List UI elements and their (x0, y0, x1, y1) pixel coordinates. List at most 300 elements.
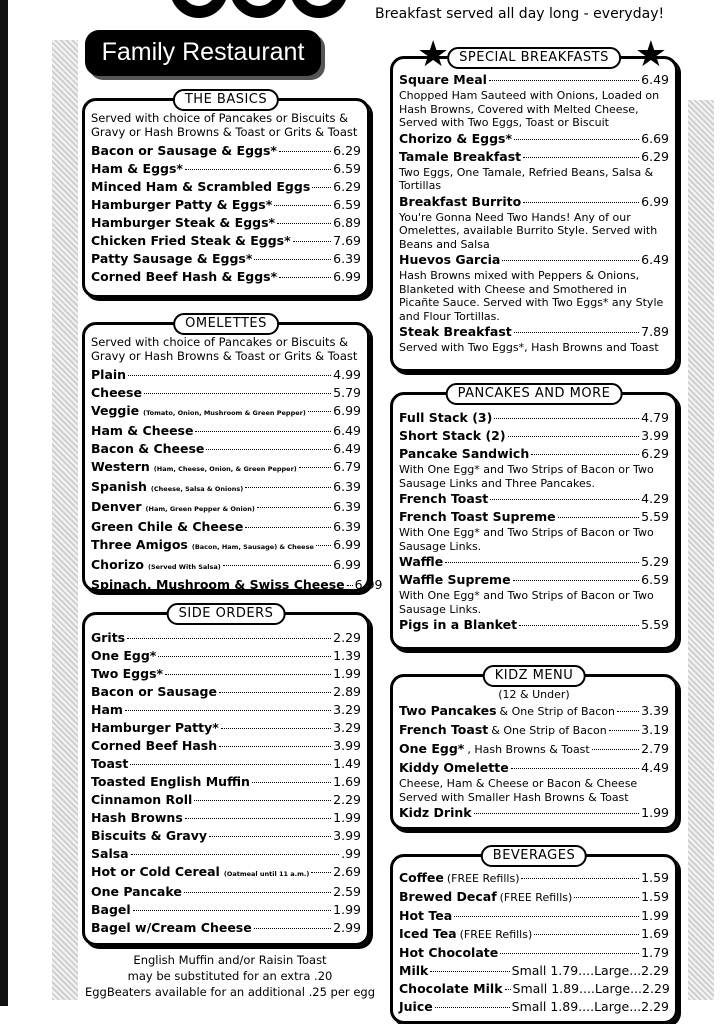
item-name: Grits (91, 630, 126, 645)
item-name: Toast (91, 756, 129, 771)
item-price: 1.59 (641, 870, 669, 885)
item-price: 1.99 (333, 902, 361, 917)
dot-leader (500, 953, 639, 954)
item-price: 1.99 (641, 805, 669, 820)
dot-leader (131, 854, 340, 855)
item-price: 5.79 (333, 385, 361, 400)
item-name: Waffle Supreme (399, 572, 511, 587)
item-name: Pigs in a Blanket (399, 617, 518, 632)
menu-item (399, 409, 669, 427)
item-price: 6.79 (333, 459, 361, 474)
item-name: Corned Beef Hash & Eggs* (91, 269, 278, 284)
dot-leader (531, 454, 639, 455)
item-price: 1.69 (641, 926, 669, 941)
item-name: Hash Browns (91, 810, 183, 825)
section-beverages (390, 848, 678, 1024)
menu-item (399, 962, 669, 980)
dot-leader (293, 241, 331, 242)
item-name: Three Amigos (91, 537, 188, 552)
menu-item (91, 196, 361, 214)
item-price: 4.49 (641, 760, 669, 775)
item-price: 2.89 (333, 684, 361, 699)
item-price: 6.49 (333, 441, 361, 456)
item-name: Corned Beef Hash (91, 738, 218, 753)
item-name: Chicken Fried Steak & Eggs* (91, 233, 291, 248)
item-name: Two Eggs* (91, 666, 164, 681)
dot-leader (519, 625, 639, 626)
menu-item (399, 508, 669, 526)
menu-item (91, 629, 361, 647)
item-price: 5.59 (641, 509, 669, 524)
item-price: 6.99 (333, 269, 361, 284)
item-name: Kidz Drink (399, 805, 472, 820)
item-price: 6.29 (641, 446, 669, 461)
dot-leader (558, 517, 640, 518)
dot-leader (505, 989, 511, 990)
item-ingredients: (Ham, Cheese, Onion, & Green Pepper) (153, 465, 297, 473)
item-name: Patty Sausage & Eggs* (91, 251, 253, 266)
dot-leader (514, 139, 639, 140)
item-ingredients: (Ham, Green Pepper & Onion) (145, 505, 255, 513)
menu-item (91, 701, 361, 719)
item-name: One Egg* (91, 648, 157, 663)
item-name: Brewed Decaf (399, 889, 497, 904)
item-name: Hamburger Patty & Eggs* (91, 197, 273, 212)
menu-item (91, 160, 361, 178)
section-note: Served with choice of Pancakes or Biscuits & Gravy or Hash Browns & Toast or Grits & Toast (91, 111, 358, 139)
item-name: Square Meal (399, 72, 487, 87)
menu-item (399, 251, 669, 269)
menu-item (91, 518, 361, 536)
item-price: 2.29 (333, 630, 361, 645)
item-name: Biscuits & Gravy (91, 828, 208, 843)
item-name: Ham & Eggs* (91, 161, 183, 176)
item-ingredients: (Cheese, Salsa & Onions) (150, 485, 244, 493)
dot-leader (165, 674, 331, 675)
item-name: Spanish (91, 479, 147, 494)
item-price: 1.99 (333, 666, 361, 681)
item-name: Veggie (91, 403, 140, 418)
menu-item (91, 402, 361, 422)
item-name: Iced Tea (399, 926, 457, 941)
item-price: 6.59 (333, 197, 361, 212)
menu-item (399, 445, 669, 463)
dot-leader (274, 205, 331, 206)
item-name: Spinach, Mushroom & Swiss Cheese (91, 577, 345, 592)
item-name: Ham & Cheese (91, 423, 194, 438)
menu-item (399, 998, 669, 1016)
menu-item (399, 907, 669, 925)
section-basics (82, 92, 370, 298)
item-name: Hamburger Patty* (91, 720, 219, 735)
dot-leader (245, 527, 331, 528)
menu-item (91, 250, 361, 268)
item-price: Small 1.89....Large...2.29 (511, 999, 669, 1014)
item-name: Steak Breakfast (399, 324, 512, 339)
item-detail: & One Strip of Bacon (491, 724, 607, 737)
dot-leader (125, 710, 331, 711)
item-name: Short Stack (2) (399, 428, 506, 443)
item-name: Bagel w/Cream Cheese (91, 920, 252, 935)
dot-leader (279, 277, 331, 278)
dot-leader (127, 638, 331, 639)
item-description: Two Eggs, One Tamale, Refried Beans, Salsa & Tortillas (399, 165, 654, 192)
menu-item (91, 827, 361, 845)
menu-item (399, 130, 669, 148)
item-price: 6.99 (641, 193, 669, 209)
item-name: Minced Ham & Scrambled Eggs (91, 179, 311, 194)
item-description: With One Egg* and Two Strips of Bacon or Two Sausage Links and Three Pancakes. (399, 463, 654, 490)
item-price: 2.29 (333, 792, 361, 807)
item-ingredients: (Oatmeal until 11 a.m.) (223, 870, 310, 878)
menu-item (399, 616, 669, 634)
dot-leader (521, 878, 639, 879)
menu-item (91, 901, 361, 919)
item-price: 6.29 (641, 148, 669, 164)
item-price: 1.59 (641, 889, 669, 904)
item-price: 3.99 (641, 428, 669, 443)
item-price: 6.59 (333, 161, 361, 176)
item-price: 6.39 (333, 251, 361, 266)
item-price: 4.79 (641, 410, 669, 425)
dot-leader (130, 764, 331, 765)
restaurant-logo (60, 0, 350, 20)
menu-item (399, 869, 669, 888)
item-name: Hot Chocolate (399, 945, 499, 960)
menu-item (91, 683, 361, 701)
item-name: Bagel (91, 902, 131, 917)
item-name: Denver (91, 499, 142, 514)
menu-item (399, 193, 669, 211)
menu-item (91, 556, 361, 576)
dot-leader (184, 892, 331, 893)
menu-item (91, 440, 361, 458)
menu-item (399, 740, 669, 759)
item-name: Bacon or Sausage & Eggs* (91, 143, 277, 158)
item-name: Pancake Sandwich (399, 446, 530, 461)
item-name: Breakfast Burrito (399, 193, 522, 209)
dot-leader (574, 897, 639, 898)
section-title: THE BASICS (173, 89, 279, 111)
scan-texture (688, 100, 714, 1000)
item-name: One Egg* (399, 741, 465, 756)
menu-item (91, 366, 361, 384)
section-title: PANCAKES AND MORE (446, 383, 623, 405)
dot-leader (209, 836, 331, 837)
item-name: Chorizo & Eggs* (399, 130, 512, 146)
star-icon: ★ (634, 34, 667, 75)
item-name: Tamale Breakfast (399, 148, 522, 164)
dot-leader (316, 545, 331, 546)
item-name: Juice (399, 999, 433, 1014)
dot-leader (279, 151, 331, 152)
dot-leader (206, 449, 331, 450)
item-price: 5.59 (641, 617, 669, 632)
footnote-line: EggBeaters available for an additional .25 per egg (84, 985, 375, 999)
dot-leader (454, 916, 639, 917)
section-title: SIDE ORDERS (167, 603, 286, 625)
menu-item (91, 422, 361, 440)
dot-leader (474, 813, 640, 814)
item-detail: & One Strip of Bacon (499, 705, 616, 718)
dot-leader (489, 80, 639, 81)
item-price: 2.69 (333, 864, 361, 879)
item-price: 6.29 (333, 143, 361, 158)
menu-item (91, 178, 361, 196)
dot-leader (311, 872, 331, 873)
item-name: Huevos Garcia (399, 252, 501, 267)
menu-item (91, 458, 361, 478)
scan-texture (52, 40, 78, 1000)
item-price: 2.79 (641, 741, 669, 756)
menu-item (91, 791, 361, 809)
item-price: 7.69 (333, 233, 361, 248)
item-name: Full Stack (3) (399, 410, 493, 425)
menu-item (91, 576, 383, 594)
item-price: 1.99 (333, 810, 361, 825)
dot-leader (252, 782, 331, 783)
item-price: 6.99 (354, 577, 383, 592)
section-pancakes (390, 386, 678, 650)
menu-item (91, 863, 361, 883)
item-price: 6.39 (333, 479, 361, 494)
menu-item (91, 809, 361, 827)
dot-leader (194, 800, 331, 801)
item-price: 7.89 (641, 324, 669, 339)
menu-item (399, 702, 669, 721)
item-name: French Toast Supreme (399, 509, 556, 524)
dot-leader (245, 487, 331, 488)
menu-item (91, 755, 361, 773)
menu-item (91, 142, 361, 160)
item-price: 6.49 (641, 72, 669, 87)
item-price: 6.29 (333, 179, 361, 194)
dot-leader (445, 562, 639, 563)
dot-leader (257, 507, 331, 508)
item-price: 2.99 (333, 920, 361, 935)
menu-item (91, 737, 361, 755)
item-price: 1.69 (333, 774, 361, 789)
dot-leader (144, 393, 331, 394)
dot-leader (609, 730, 639, 731)
menu-item (91, 883, 361, 901)
menu-item (91, 498, 361, 518)
item-price: 1.79 (641, 945, 669, 960)
item-name: Western (91, 459, 150, 474)
dot-leader (430, 971, 509, 972)
dot-leader (254, 928, 331, 929)
item-price: 6.49 (333, 423, 361, 438)
menu-item (399, 148, 669, 166)
menu-item (399, 944, 669, 962)
menu-item (91, 647, 361, 665)
dot-leader (534, 934, 639, 935)
item-price: 6.99 (333, 557, 361, 572)
item-name: Coffee (399, 870, 444, 885)
item-name: Two Pancakes (399, 703, 497, 718)
dot-leader (133, 910, 331, 911)
item-name: Hamburger Steak & Eggs* (91, 215, 276, 230)
item-price: 6.39 (333, 499, 361, 514)
item-price: 6.99 (333, 403, 361, 418)
star-icon: ★ (417, 34, 450, 75)
menu-item (399, 925, 669, 944)
section-title: BEVERAGES (481, 845, 587, 867)
restaurant-type-banner: Family Restaurant (85, 30, 321, 76)
dot-leader (513, 580, 640, 581)
dot-leader (158, 656, 331, 657)
item-description: With One Egg* and Two Strips of Bacon or Two Sausage Links. (399, 589, 654, 616)
menu-item (91, 919, 361, 937)
item-name: Chorizo (91, 557, 144, 572)
dot-leader (185, 818, 331, 819)
menu-item (399, 804, 669, 822)
dot-leader (435, 1007, 510, 1008)
menu-item (91, 268, 361, 286)
section-note: Served with choice of Pancakes or Biscuits & Gravy or Hash Browns & Toast or Grits & Toast (91, 335, 358, 363)
menu-item (399, 980, 669, 998)
item-detail: (FREE Refills) (459, 928, 533, 941)
menu-item (399, 571, 669, 589)
item-price: 3.29 (333, 702, 361, 717)
menu-item (399, 323, 669, 341)
item-name: Cheese (91, 385, 142, 400)
dot-leader (508, 436, 640, 437)
item-price: 6.99 (333, 537, 361, 552)
item-price: 4.29 (641, 491, 669, 506)
item-price: 3.99 (333, 738, 361, 753)
item-price: 6.59 (641, 572, 669, 587)
menu-item (91, 719, 361, 737)
footnote-line: may be substituted for an extra .20 (127, 969, 333, 983)
menu-item (399, 427, 669, 445)
menu-item (91, 773, 361, 791)
item-price: 3.29 (333, 720, 361, 735)
dot-leader (592, 749, 639, 750)
dot-leader (494, 418, 639, 419)
dot-leader (502, 260, 639, 261)
item-detail: (FREE Refills) (446, 872, 520, 885)
item-price: Small 1.79....Large...2.29 (511, 963, 669, 978)
dot-leader (523, 157, 639, 158)
item-ingredients: (Bacon, Ham, Sausage) & Cheese (191, 543, 314, 551)
item-price: 1.39 (333, 648, 361, 663)
item-description: Chopped Ham Sauteed with Onions, Loaded on Hash Browns, Covered with Melted Cheese, Served with Two Eggs, Toast or Biscuit (399, 89, 660, 129)
item-price: 6.89 (333, 215, 361, 230)
dot-leader (347, 585, 353, 586)
menu-item (91, 536, 361, 556)
item-name: Cinnamon Roll (91, 792, 193, 807)
dot-leader (312, 187, 331, 188)
item-name: Hot Tea (399, 908, 453, 923)
menu-item (91, 665, 361, 683)
item-description: Cheese, Ham & Cheese or Bacon & Cheese Served with Smaller Hash Browns & Toast (399, 777, 638, 804)
item-price: 6.69 (641, 130, 669, 146)
menu-item (91, 214, 361, 232)
item-name: Green Chile & Cheese (91, 519, 244, 534)
footnotes (75, 952, 385, 1000)
item-price: 3.99 (333, 828, 361, 843)
tagline: Breakfast served all day long - everyday! (375, 6, 665, 22)
section-note: (12 & Under) (498, 688, 570, 701)
menu-item (91, 232, 361, 250)
item-price: 1.99 (641, 908, 669, 923)
item-price: 6.49 (641, 252, 669, 267)
dot-leader (185, 169, 331, 170)
menu-item (399, 759, 669, 777)
item-name: French Toast (399, 491, 489, 506)
item-description: Served with Two Eggs*, Hash Browns and Toast (399, 341, 659, 354)
menu-item (91, 845, 361, 863)
dot-leader (308, 411, 331, 412)
item-detail: (FREE Refills) (499, 891, 573, 904)
dot-leader (223, 565, 331, 566)
dot-leader (299, 467, 331, 468)
item-name: Plain (91, 367, 127, 382)
section-title: OMELETTES (173, 313, 279, 335)
section-special-breakfasts (390, 34, 678, 372)
menu-item (91, 384, 361, 402)
item-name: Milk (399, 963, 429, 978)
item-name: One Pancake (91, 884, 182, 899)
item-name: Chocolate Milk (399, 981, 503, 996)
menu-item (399, 721, 669, 740)
menu-item (399, 490, 669, 508)
item-ingredients: (Served With Salsa) (147, 563, 221, 571)
item-price: 1.49 (333, 756, 361, 771)
item-name: Toasted English Muffin (91, 774, 250, 789)
item-name: Ham (91, 702, 123, 717)
menu-item (91, 478, 361, 498)
dot-leader (617, 711, 639, 712)
item-price: .99 (341, 846, 361, 861)
item-description: You're Gonna Need Two Hands! Any of our Omelettes, available Burrito Style. Served with Beans and Salsa (399, 210, 658, 251)
dot-leader (490, 499, 639, 500)
dot-leader (514, 332, 639, 333)
item-name: Kiddy Omelette (399, 760, 509, 775)
section-side-orders (82, 606, 370, 946)
item-name: Waffle (399, 554, 444, 569)
section-kidz-menu (390, 668, 678, 830)
item-description: With One Egg* and Two Strips of Bacon or Two Sausage Links. (399, 526, 654, 553)
item-name: French Toast (399, 722, 489, 737)
dot-leader (221, 728, 331, 729)
item-name: Hot or Cold Cereal (91, 864, 220, 879)
dot-leader (277, 223, 331, 224)
dot-leader (128, 375, 331, 376)
item-price: 2.59 (333, 884, 361, 899)
item-description: Hash Browns mixed with Peppers & Onions, Blanketed with Cheese and Smothered in Picañte Sauce. Served with Two Eggs* any Style and Flour Tortillas. (399, 269, 664, 323)
item-ingredients: (Tomato, Onion, Mushroom & Green Pepper) (143, 409, 306, 417)
menu-item (399, 553, 669, 571)
dot-leader (511, 768, 639, 769)
scan-edge (0, 0, 8, 1006)
section-title: KIDZ MENU (483, 665, 586, 687)
item-price: 4.99 (333, 367, 361, 382)
item-name: Salsa (91, 846, 129, 861)
dot-leader (254, 259, 331, 260)
footnote-line: English Muffin and/or Raisin Toast (133, 953, 327, 967)
item-price: 3.39 (641, 703, 669, 718)
menu-item (399, 888, 669, 907)
section-omelettes (82, 316, 383, 592)
item-price: 3.19 (641, 722, 669, 737)
item-price: 6.39 (333, 519, 361, 534)
item-price: 5.29 (641, 554, 669, 569)
dot-leader (219, 746, 331, 747)
item-detail: , Hash Browns & Toast (467, 743, 590, 756)
dot-leader (523, 202, 639, 203)
